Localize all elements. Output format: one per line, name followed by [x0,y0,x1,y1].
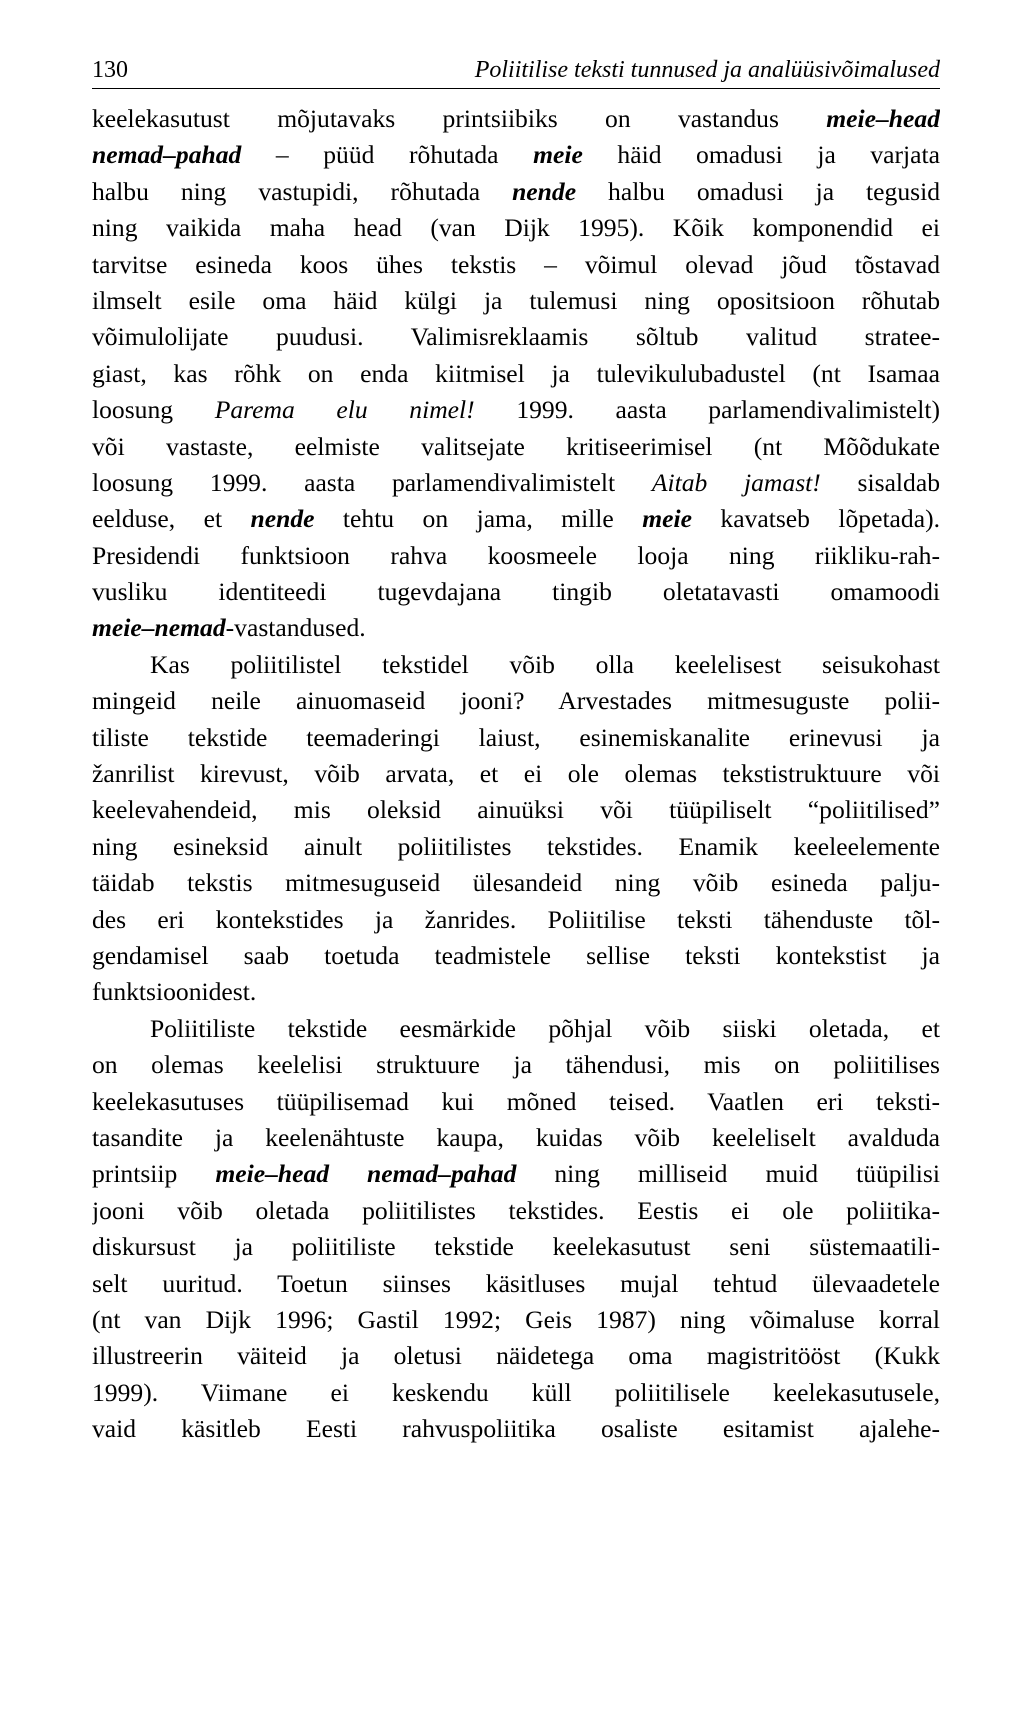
text-line: vusliku identiteedi tugevdajana tingib oletatavasti omamoodi [92,577,940,607]
paragraph [92,647,940,1011]
text-line: tarvitse esineda koos ühes tekstis – võimul olevad jõud tõstavad [92,249,940,279]
text-line: vaid käsitleb Eesti rahvuspoliitika osaliste esitamist ajalehe- [92,1414,940,1444]
text-line: halbu ning vastupidi, rõhutada nende halbu omadusi ja tegusid [92,176,940,206]
paragraph [92,101,940,647]
page-number: 130 [92,57,128,83]
text-line: diskursust ja poliitiliste tekstide keelekasutust seni süstemaatili- [92,1232,940,1262]
book-page [92,55,940,1447]
text-line: keelevahendeid, mis oleksid ainuüksi või tüüpiliselt “poliitilised” [92,795,940,825]
text-line: selt uuritud. Toetun siinses käsitluses mujal tehtud ülevaadetele [92,1268,940,1298]
running-title: Poliitilise teksti tunnused ja analüüsivõimalused [474,57,940,83]
text-line: eelduse, et nende tehtu on jama, mille meie kavatseb lõpetada). [92,504,940,534]
text-line: loosung 1999. aasta parlamendivalimistelt Aitab jamast! sisaldab [92,467,940,497]
text-line: keelekasutuses tüüpilisemad kui mõned teised. Vaatlen eri teksti- [92,1086,940,1116]
text-line: nemad–pahad – püüd rõhutada meie häid omadusi ja varjata [92,140,940,170]
text-line: loosung Parema elu nimel! 1999. aasta parlamendivalimistelt) [92,395,940,425]
text-line: Kas poliitilistel tekstidel võib olla keelelisest seisukohast [150,649,940,679]
text-line: Poliitiliste tekstide eesmärkide põhjal võib siiski oletada, et [150,1013,940,1043]
text-line: Presidendi funktsioon rahva koosmeele looja ning riikliku-rah- [92,540,940,570]
text-line: (nt van Dijk 1996; Gastil 1992; Geis 1987) ning võimaluse korral [92,1304,940,1334]
text-line: või vastaste, eelmiste valitsejate kritiseerimisel (nt Mõõdukate [92,431,940,461]
text-line: jooni võib oletada poliitilistes tekstides. Eestis ei ole poliitika- [92,1195,940,1225]
text-line: meie–nemad-vastandused. [92,613,366,643]
running-header [92,55,940,89]
text-line: giast, kas rõhk on enda kiitmisel ja tulevikulubadustel (nt Isamaa [92,358,940,388]
text-line: ilmselt esile oma häid külgi ja tulemusi ning opositsioon rõhutab [92,285,940,315]
body-text [92,101,940,1447]
text-line: täidab tekstis mitmesuguseid ülesandeid ning võib esineda palju- [92,868,940,898]
text-line: funktsioonidest. [92,977,257,1007]
text-line: žanrilist kirevust, võib arvata, et ei ole olemas tekstistruktuure või [92,759,940,789]
text-line: printsiip meie–head nemad–pahad ning milliseid muid tüüpilisi [92,1159,940,1189]
text-line: gendamisel saab toetuda teadmistele sellise teksti kontekstist ja [92,940,940,970]
text-line: ning esineksid ainult poliitilistes tekstides. Enamik keeleelemente [92,831,940,861]
paragraph [92,1011,940,1448]
text-line: ning vaikida maha head (van Dijk 1995). Kõik komponendid ei [92,213,940,243]
text-line: mingeid neile ainuomaseid jooni? Arvestades mitmesuguste polii- [92,686,940,716]
text-line: tiliste tekstide teemaderingi laiust, esinemiskanalite erinevusi ja [92,722,940,752]
text-line: des eri kontekstides ja žanrides. Poliitilise teksti tähenduste tõl- [92,904,940,934]
text-line: võimulolijate puudusi. Valimisreklaamis sõltub valitud stratee- [92,322,940,352]
text-line: tasandite ja keelenähtuste kaupa, kuidas võib keeleliselt avalduda [92,1122,940,1152]
text-line: keelekasutust mõjutavaks printsiibiks on vastandus meie–head [92,104,940,133]
text-line: on olemas keelelisi struktuure ja tähendusi, mis on poliitilises [92,1050,940,1080]
text-line: illustreerin väiteid ja oletusi näidetega oma magistritööst (Kukk [92,1341,940,1371]
text-line: 1999). Viimane ei keskendu küll poliitilisele keelekasutusele, [92,1377,940,1407]
